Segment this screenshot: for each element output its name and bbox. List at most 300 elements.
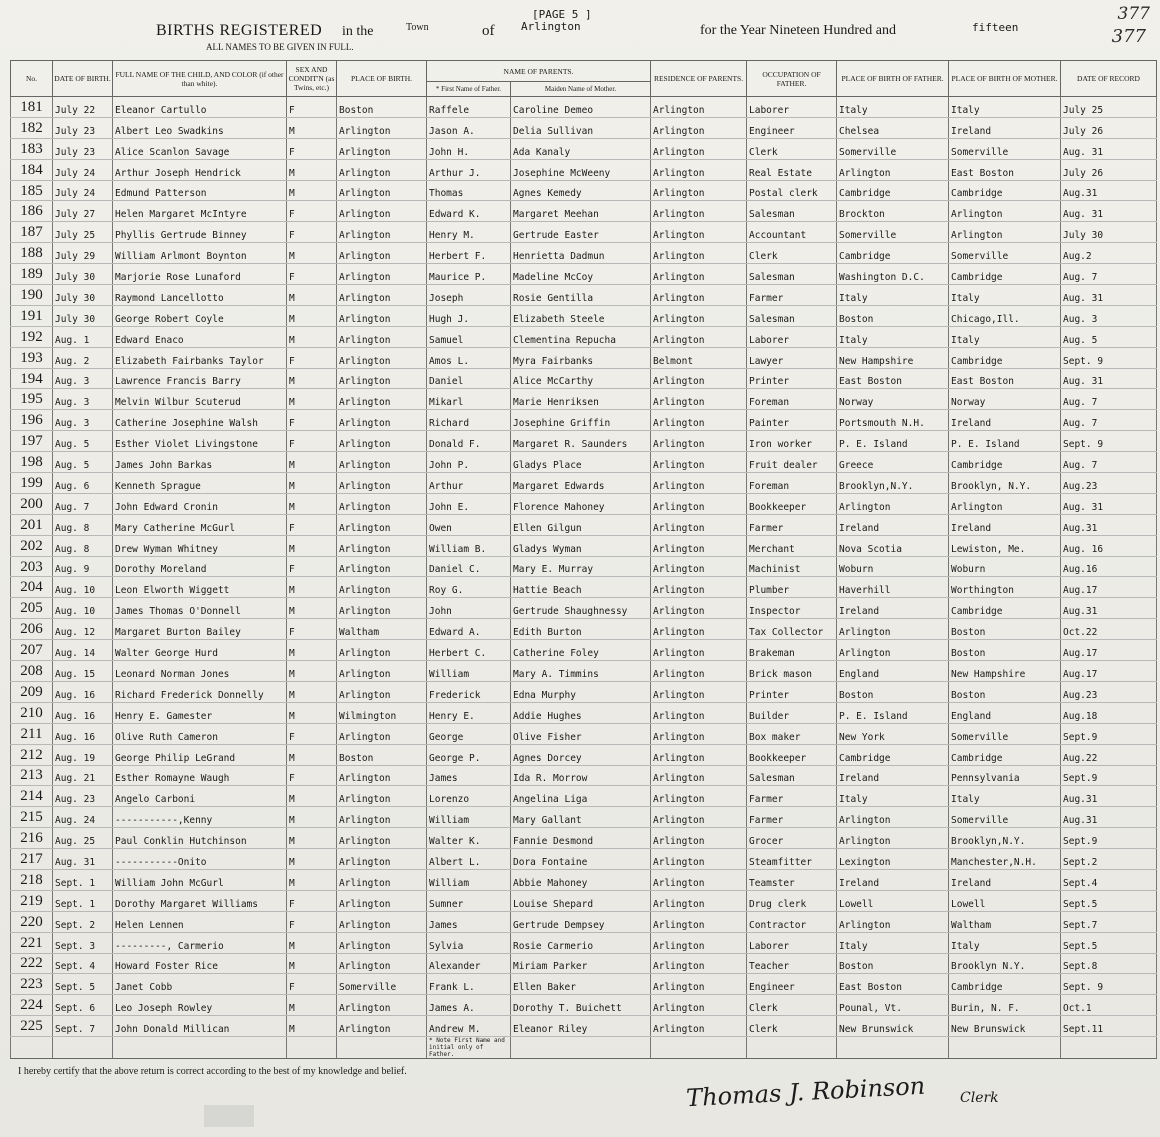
cell-father-birthplace: New Hampshire (837, 347, 949, 368)
cell-residence: Arlington (651, 661, 747, 682)
cell-residence: Arlington (651, 97, 747, 118)
cell-sex: M (287, 389, 337, 410)
cell-father: George P. (427, 744, 511, 765)
cell-mother: Olive Fisher (511, 723, 651, 744)
cell-no: 197 (11, 431, 53, 452)
cell-record-date: Aug.17 (1061, 661, 1157, 682)
cell-occupation: Engineer (747, 974, 837, 995)
table-row (11, 953, 1157, 974)
cell-occupation: Grocer (747, 828, 837, 849)
cell-record-date: Aug. 31 (1061, 138, 1157, 159)
cell-mother: Josephine Griffin (511, 410, 651, 431)
cell-mother: Gertrude Easter (511, 222, 651, 243)
cell-no: 209 (11, 681, 53, 702)
cell-father: Sylvia (427, 932, 511, 953)
cell-occupation: Farmer (747, 786, 837, 807)
table-row (11, 640, 1157, 661)
cell-mother: Margaret R. Saunders (511, 431, 651, 452)
cell-mother: Addie Hughes (511, 702, 651, 723)
cell-father: Lorenzo (427, 786, 511, 807)
cell-mother-birthplace: Italy (949, 326, 1061, 347)
table-row (11, 661, 1157, 682)
cell-no: 181 (11, 97, 53, 118)
table-row (11, 535, 1157, 556)
cell-no: 212 (11, 744, 53, 765)
cell-father: Owen (427, 514, 511, 535)
cell-father-birthplace: Nova Scotia (837, 535, 949, 556)
cell-record-date: July 30 (1061, 222, 1157, 243)
cell-sex: M (287, 640, 337, 661)
cell-mother-birthplace: Norway (949, 389, 1061, 410)
cell-no: 190 (11, 285, 53, 306)
cell-sex: M (287, 159, 337, 180)
cell-mother-birthplace: Cambridge (949, 264, 1061, 285)
cell-father: Frank L. (427, 974, 511, 995)
cell-sex: M (287, 1016, 337, 1037)
cell-residence: Arlington (651, 681, 747, 702)
cell-occupation: Real Estate (747, 159, 837, 180)
cell-no: 185 (11, 180, 53, 201)
table-row (11, 995, 1157, 1016)
cell-record-date: Aug.18 (1061, 702, 1157, 723)
col-father-name: * First Name of Father. (427, 82, 511, 97)
table-row (11, 159, 1157, 180)
cell-occupation: Printer (747, 681, 837, 702)
cell-mother-birthplace: Manchester,N.H. (949, 849, 1061, 870)
cell-date: Sept. 2 (53, 911, 113, 932)
cell-father-birthplace: New York (837, 723, 949, 744)
cell-mother-birthplace: Ireland (949, 869, 1061, 890)
cell-mother-birthplace: Worthington (949, 577, 1061, 598)
cell-father: Maurice P. (427, 264, 511, 285)
cell-occupation: Printer (747, 368, 837, 389)
cell-father-birthplace: Arlington (837, 911, 949, 932)
cell-mother-birthplace: Arlington (949, 201, 1061, 222)
cell-father: Herbert C. (427, 640, 511, 661)
cell-place: Wilmington (337, 702, 427, 723)
cell-date: Aug. 10 (53, 577, 113, 598)
faded-stamp (204, 1105, 254, 1127)
cell-residence: Arlington (651, 744, 747, 765)
cell-father-birthplace: Somerville (837, 222, 949, 243)
cell-occupation: Farmer (747, 514, 837, 535)
cell-sex: F (287, 514, 337, 535)
cell-record-date: Aug. 3 (1061, 305, 1157, 326)
col-occupation: OCCUPATION OF FATHER. (747, 61, 837, 97)
cell-date: Sept. 3 (53, 932, 113, 953)
cell-occupation: Machinist (747, 556, 837, 577)
cell-mother: Louise Shepard (511, 890, 651, 911)
table-row (11, 744, 1157, 765)
cell-mother-birthplace: Burin, N. F. (949, 995, 1061, 1016)
cell-sex: M (287, 995, 337, 1016)
cell-mother-birthplace: Cambridge (949, 347, 1061, 368)
cell-no: 214 (11, 786, 53, 807)
cell-residence: Arlington (651, 473, 747, 494)
cell-date: Aug. 5 (53, 431, 113, 452)
cell-residence: Arlington (651, 410, 747, 431)
cell-father-birthplace: Italy (837, 786, 949, 807)
cell-record-date: July 26 (1061, 159, 1157, 180)
table-row (11, 264, 1157, 285)
cell-residence: Belmont (651, 347, 747, 368)
table-row (11, 347, 1157, 368)
cell-record-date: Aug. 31 (1061, 368, 1157, 389)
cell-occupation: Merchant (747, 535, 837, 556)
cell-mother-birthplace: Arlington (949, 493, 1061, 514)
cell-record-date: Oct.1 (1061, 995, 1157, 1016)
cell-no: 187 (11, 222, 53, 243)
cell-date: Aug. 21 (53, 765, 113, 786)
table-row (11, 389, 1157, 410)
cell-father: Arthur (427, 473, 511, 494)
cell-mother: Margaret Meehan (511, 201, 651, 222)
cell-occupation: Plumber (747, 577, 837, 598)
cell-mother-birthplace: Italy (949, 285, 1061, 306)
cell-name: Olive Ruth Cameron (113, 723, 287, 744)
cell-sex: M (287, 368, 337, 389)
table-row (11, 807, 1157, 828)
col-parents: NAME OF PARENTS. (427, 61, 651, 82)
cell-sex: F (287, 556, 337, 577)
cell-father-birthplace: Chelsea (837, 117, 949, 138)
cell-father: William (427, 661, 511, 682)
cell-occupation: Drug clerk (747, 890, 837, 911)
cell-name: Leo Joseph Rowley (113, 995, 287, 1016)
cell-sex: M (287, 786, 337, 807)
cell-mother: Delia Sullivan (511, 117, 651, 138)
cell-record-date: Sept.2 (1061, 849, 1157, 870)
cell-residence: Arlington (651, 619, 747, 640)
cell-occupation: Clerk (747, 995, 837, 1016)
cell-place: Arlington (337, 389, 427, 410)
cell-sex: M (287, 535, 337, 556)
cell-father-birthplace: Ireland (837, 869, 949, 890)
table-row (11, 97, 1157, 118)
cell-mother-birthplace: Cambridge (949, 974, 1061, 995)
cell-name: Dorothy Moreland (113, 556, 287, 577)
cell-mother: Ada Kanaly (511, 138, 651, 159)
cell-father: Samuel (427, 326, 511, 347)
cell-residence: Arlington (651, 849, 747, 870)
cell-place: Arlington (337, 368, 427, 389)
cell-date: Aug. 16 (53, 723, 113, 744)
cell-date: Aug. 16 (53, 702, 113, 723)
cell-mother: Ida R. Morrow (511, 765, 651, 786)
empty-cell (11, 1037, 53, 1059)
cell-father-birthplace: Italy (837, 932, 949, 953)
table-row (11, 974, 1157, 995)
cell-date: Aug. 24 (53, 807, 113, 828)
cell-place: Arlington (337, 723, 427, 744)
cell-mother-birthplace: Somerville (949, 138, 1061, 159)
clerk-signature: Thomas J. Robinson (685, 1071, 926, 1113)
cell-father: George (427, 723, 511, 744)
cell-date: Aug. 7 (53, 493, 113, 514)
cell-mother: Fannie Desmond (511, 828, 651, 849)
cell-father-birthplace: Cambridge (837, 243, 949, 264)
table-row (11, 765, 1157, 786)
cell-mother: Marie Henriksen (511, 389, 651, 410)
col-place-of-birth: PLACE OF BIRTH. (337, 61, 427, 97)
father-name-footnote: * Note First Name and initial only of Father. (427, 1037, 511, 1059)
cell-mother: Catherine Foley (511, 640, 651, 661)
clerk-title: Clerk (960, 1090, 999, 1106)
cell-sex: M (287, 953, 337, 974)
cell-sex: M (287, 117, 337, 138)
table-row (11, 473, 1157, 494)
cell-name: Lawrence Francis Barry (113, 368, 287, 389)
cell-father: James (427, 911, 511, 932)
cell-date: Aug. 3 (53, 410, 113, 431)
cell-occupation: Engineer (747, 117, 837, 138)
cell-father: John E. (427, 493, 511, 514)
cell-occupation: Steamfitter (747, 849, 837, 870)
cell-place: Arlington (337, 285, 427, 306)
cell-occupation: Bookkeeper (747, 493, 837, 514)
cell-residence: Arlington (651, 556, 747, 577)
cell-no: 221 (11, 932, 53, 953)
cell-date: Aug. 14 (53, 640, 113, 661)
cell-mother-birthplace: East Boston (949, 368, 1061, 389)
cell-father: James A. (427, 995, 511, 1016)
cell-mother: Ellen Gilgun (511, 514, 651, 535)
cell-no: 184 (11, 159, 53, 180)
cell-occupation: Builder (747, 702, 837, 723)
cell-sex: M (287, 702, 337, 723)
cell-record-date: Sept.5 (1061, 932, 1157, 953)
cell-no: 218 (11, 869, 53, 890)
cell-occupation: Brakeman (747, 640, 837, 661)
cell-residence: Arlington (651, 1016, 747, 1037)
cell-residence: Arlington (651, 138, 747, 159)
cell-mother: Ellen Baker (511, 974, 651, 995)
cell-father: Daniel C. (427, 556, 511, 577)
cell-record-date: Aug.23 (1061, 473, 1157, 494)
cell-sex: M (287, 285, 337, 306)
cell-mother: Mary E. Murray (511, 556, 651, 577)
cell-place: Arlington (337, 431, 427, 452)
table-row (11, 619, 1157, 640)
cell-occupation: Postal clerk (747, 180, 837, 201)
cell-mother: Josephine McWeeny (511, 159, 651, 180)
cell-record-date: Aug. 5 (1061, 326, 1157, 347)
cell-place: Arlington (337, 473, 427, 494)
cell-place: Arlington (337, 243, 427, 264)
empty-cell (113, 1037, 287, 1059)
cell-father: Henry E. (427, 702, 511, 723)
cell-occupation: Contractor (747, 911, 837, 932)
cell-sex: F (287, 723, 337, 744)
cell-mother-birthplace: Somerville (949, 243, 1061, 264)
cell-mother: Caroline Demeo (511, 97, 651, 118)
cell-sex: F (287, 138, 337, 159)
cell-sex: M (287, 869, 337, 890)
cell-mother-birthplace: Somerville (949, 723, 1061, 744)
cell-mother: Hattie Beach (511, 577, 651, 598)
cell-date: Sept. 1 (53, 890, 113, 911)
table-row (11, 222, 1157, 243)
cell-father: William (427, 869, 511, 890)
cell-sex: M (287, 598, 337, 619)
cell-father-birthplace: Brockton (837, 201, 949, 222)
cell-name: Helen Margaret McIntyre (113, 201, 287, 222)
cell-date: July 30 (53, 264, 113, 285)
table-row (11, 452, 1157, 473)
table-row (11, 702, 1157, 723)
cell-father-birthplace: Portsmouth N.H. (837, 410, 949, 431)
cell-name: Dorothy Margaret Williams (113, 890, 287, 911)
cell-no: 198 (11, 452, 53, 473)
cell-date: July 23 (53, 117, 113, 138)
cell-father: Henry M. (427, 222, 511, 243)
cell-mother-birthplace: Pennsylvania (949, 765, 1061, 786)
footnote-row (11, 1037, 1157, 1059)
title-town-label: Town (406, 22, 429, 33)
cell-place: Arlington (337, 326, 427, 347)
cell-residence: Arlington (651, 598, 747, 619)
cell-record-date: Aug.31 (1061, 514, 1157, 535)
cell-place: Arlington (337, 995, 427, 1016)
cell-record-date: Sept.4 (1061, 869, 1157, 890)
cell-residence: Arlington (651, 953, 747, 974)
cell-sex: F (287, 974, 337, 995)
cell-name: Esther Romayne Waugh (113, 765, 287, 786)
table-row (11, 368, 1157, 389)
cell-father-birthplace: Washington D.C. (837, 264, 949, 285)
col-full-name: FULL NAME OF THE CHILD, AND COLOR (if other than white). (113, 61, 287, 97)
cell-mother: Edith Burton (511, 619, 651, 640)
table-row (11, 786, 1157, 807)
cell-mother: Dorothy T. Buichett (511, 995, 651, 1016)
cell-father-birthplace: Woburn (837, 556, 949, 577)
cell-no: 208 (11, 661, 53, 682)
cell-place: Arlington (337, 849, 427, 870)
cell-record-date: Aug.16 (1061, 556, 1157, 577)
cell-occupation: Bookkeeper (747, 744, 837, 765)
cell-father-birthplace: Arlington (837, 493, 949, 514)
cell-name: -----------Onito (113, 849, 287, 870)
table-row (11, 305, 1157, 326)
cell-mother: Edna Murphy (511, 681, 651, 702)
cell-father-birthplace: New Brunswick (837, 1016, 949, 1037)
cell-date: Aug. 3 (53, 389, 113, 410)
cell-father: Richard (427, 410, 511, 431)
cell-father-birthplace: Lowell (837, 890, 949, 911)
cell-place: Arlington (337, 138, 427, 159)
cell-father-birthplace: Boston (837, 305, 949, 326)
cell-date: July 24 (53, 180, 113, 201)
cell-date: Aug. 8 (53, 535, 113, 556)
cell-mother-birthplace: Woburn (949, 556, 1061, 577)
cell-father-birthplace: Ireland (837, 598, 949, 619)
col-date-of-birth: DATE OF BIRTH. (53, 61, 113, 97)
cell-father: Albert L. (427, 849, 511, 870)
cell-record-date: July 26 (1061, 117, 1157, 138)
cell-name: Drew Wyman Whitney (113, 535, 287, 556)
cell-name: Janet Cobb (113, 974, 287, 995)
table-row (11, 117, 1157, 138)
cell-name: William Arlmont Boynton (113, 243, 287, 264)
cell-record-date: Aug. 7 (1061, 264, 1157, 285)
cell-father: Walter K. (427, 828, 511, 849)
cell-place: Arlington (337, 1016, 427, 1037)
cell-occupation: Clerk (747, 138, 837, 159)
cell-sex: M (287, 744, 337, 765)
cell-record-date: Aug. 7 (1061, 452, 1157, 473)
cell-sex: F (287, 347, 337, 368)
cell-place: Arlington (337, 117, 427, 138)
cell-no: 183 (11, 138, 53, 159)
cell-occupation: Painter (747, 410, 837, 431)
cell-mother-birthplace: Boston (949, 640, 1061, 661)
empty-cell (1061, 1037, 1157, 1059)
empty-cell (53, 1037, 113, 1059)
register-title: BIRTHS REGISTERED (156, 22, 323, 39)
table-row (11, 514, 1157, 535)
cell-residence: Arlington (651, 243, 747, 264)
table-row (11, 849, 1157, 870)
cell-mother-birthplace: New Hampshire (949, 661, 1061, 682)
cell-father-birthplace: Italy (837, 285, 949, 306)
cell-date: Aug. 3 (53, 368, 113, 389)
cell-date: Aug. 16 (53, 681, 113, 702)
cell-no: 225 (11, 1016, 53, 1037)
cell-mother-birthplace: Cambridge (949, 180, 1061, 201)
cell-father: Amos L. (427, 347, 511, 368)
cell-name: Henry E. Gamester (113, 702, 287, 723)
certification-text: I hereby certify that the above return is correct according to the best of my knowledge and belief. (18, 1066, 407, 1077)
page-number-alt: 377 (1111, 26, 1146, 47)
cell-occupation: Clerk (747, 1016, 837, 1037)
cell-father-birthplace: Arlington (837, 828, 949, 849)
cell-sex: M (287, 807, 337, 828)
cell-father: Roy G. (427, 577, 511, 598)
page-indicator: [PAGE 5 ] (532, 8, 592, 21)
cell-occupation: Fruit dealer (747, 452, 837, 473)
cell-sex: M (287, 243, 337, 264)
cell-residence: Arlington (651, 723, 747, 744)
col-sex: SEX AND CONDIT'N (as Twins, etc.) (287, 61, 337, 97)
cell-no: 196 (11, 410, 53, 431)
cell-record-date: Aug.17 (1061, 577, 1157, 598)
cell-sex: M (287, 932, 337, 953)
table-row (11, 681, 1157, 702)
cell-no: 216 (11, 828, 53, 849)
cell-record-date: Aug. 7 (1061, 389, 1157, 410)
cell-record-date: Sept.9 (1061, 828, 1157, 849)
cell-mother: Gladys Wyman (511, 535, 651, 556)
cell-record-date: Aug. 31 (1061, 201, 1157, 222)
cell-mother: Dora Fontaine (511, 849, 651, 870)
cell-record-date: Aug.31 (1061, 598, 1157, 619)
cell-father-birthplace: Italy (837, 326, 949, 347)
cell-date: Aug. 1 (53, 326, 113, 347)
cell-date: Aug. 12 (53, 619, 113, 640)
cell-place: Arlington (337, 514, 427, 535)
cell-no: 211 (11, 723, 53, 744)
cell-place: Arlington (337, 953, 427, 974)
cell-date: Aug. 5 (53, 452, 113, 473)
cell-father: Thomas (427, 180, 511, 201)
cell-residence: Arlington (651, 285, 747, 306)
cell-father: Hugh J. (427, 305, 511, 326)
cell-residence: Arlington (651, 431, 747, 452)
cell-place: Arlington (337, 786, 427, 807)
cell-place: Arlington (337, 932, 427, 953)
table-row (11, 723, 1157, 744)
cell-no: 201 (11, 514, 53, 535)
